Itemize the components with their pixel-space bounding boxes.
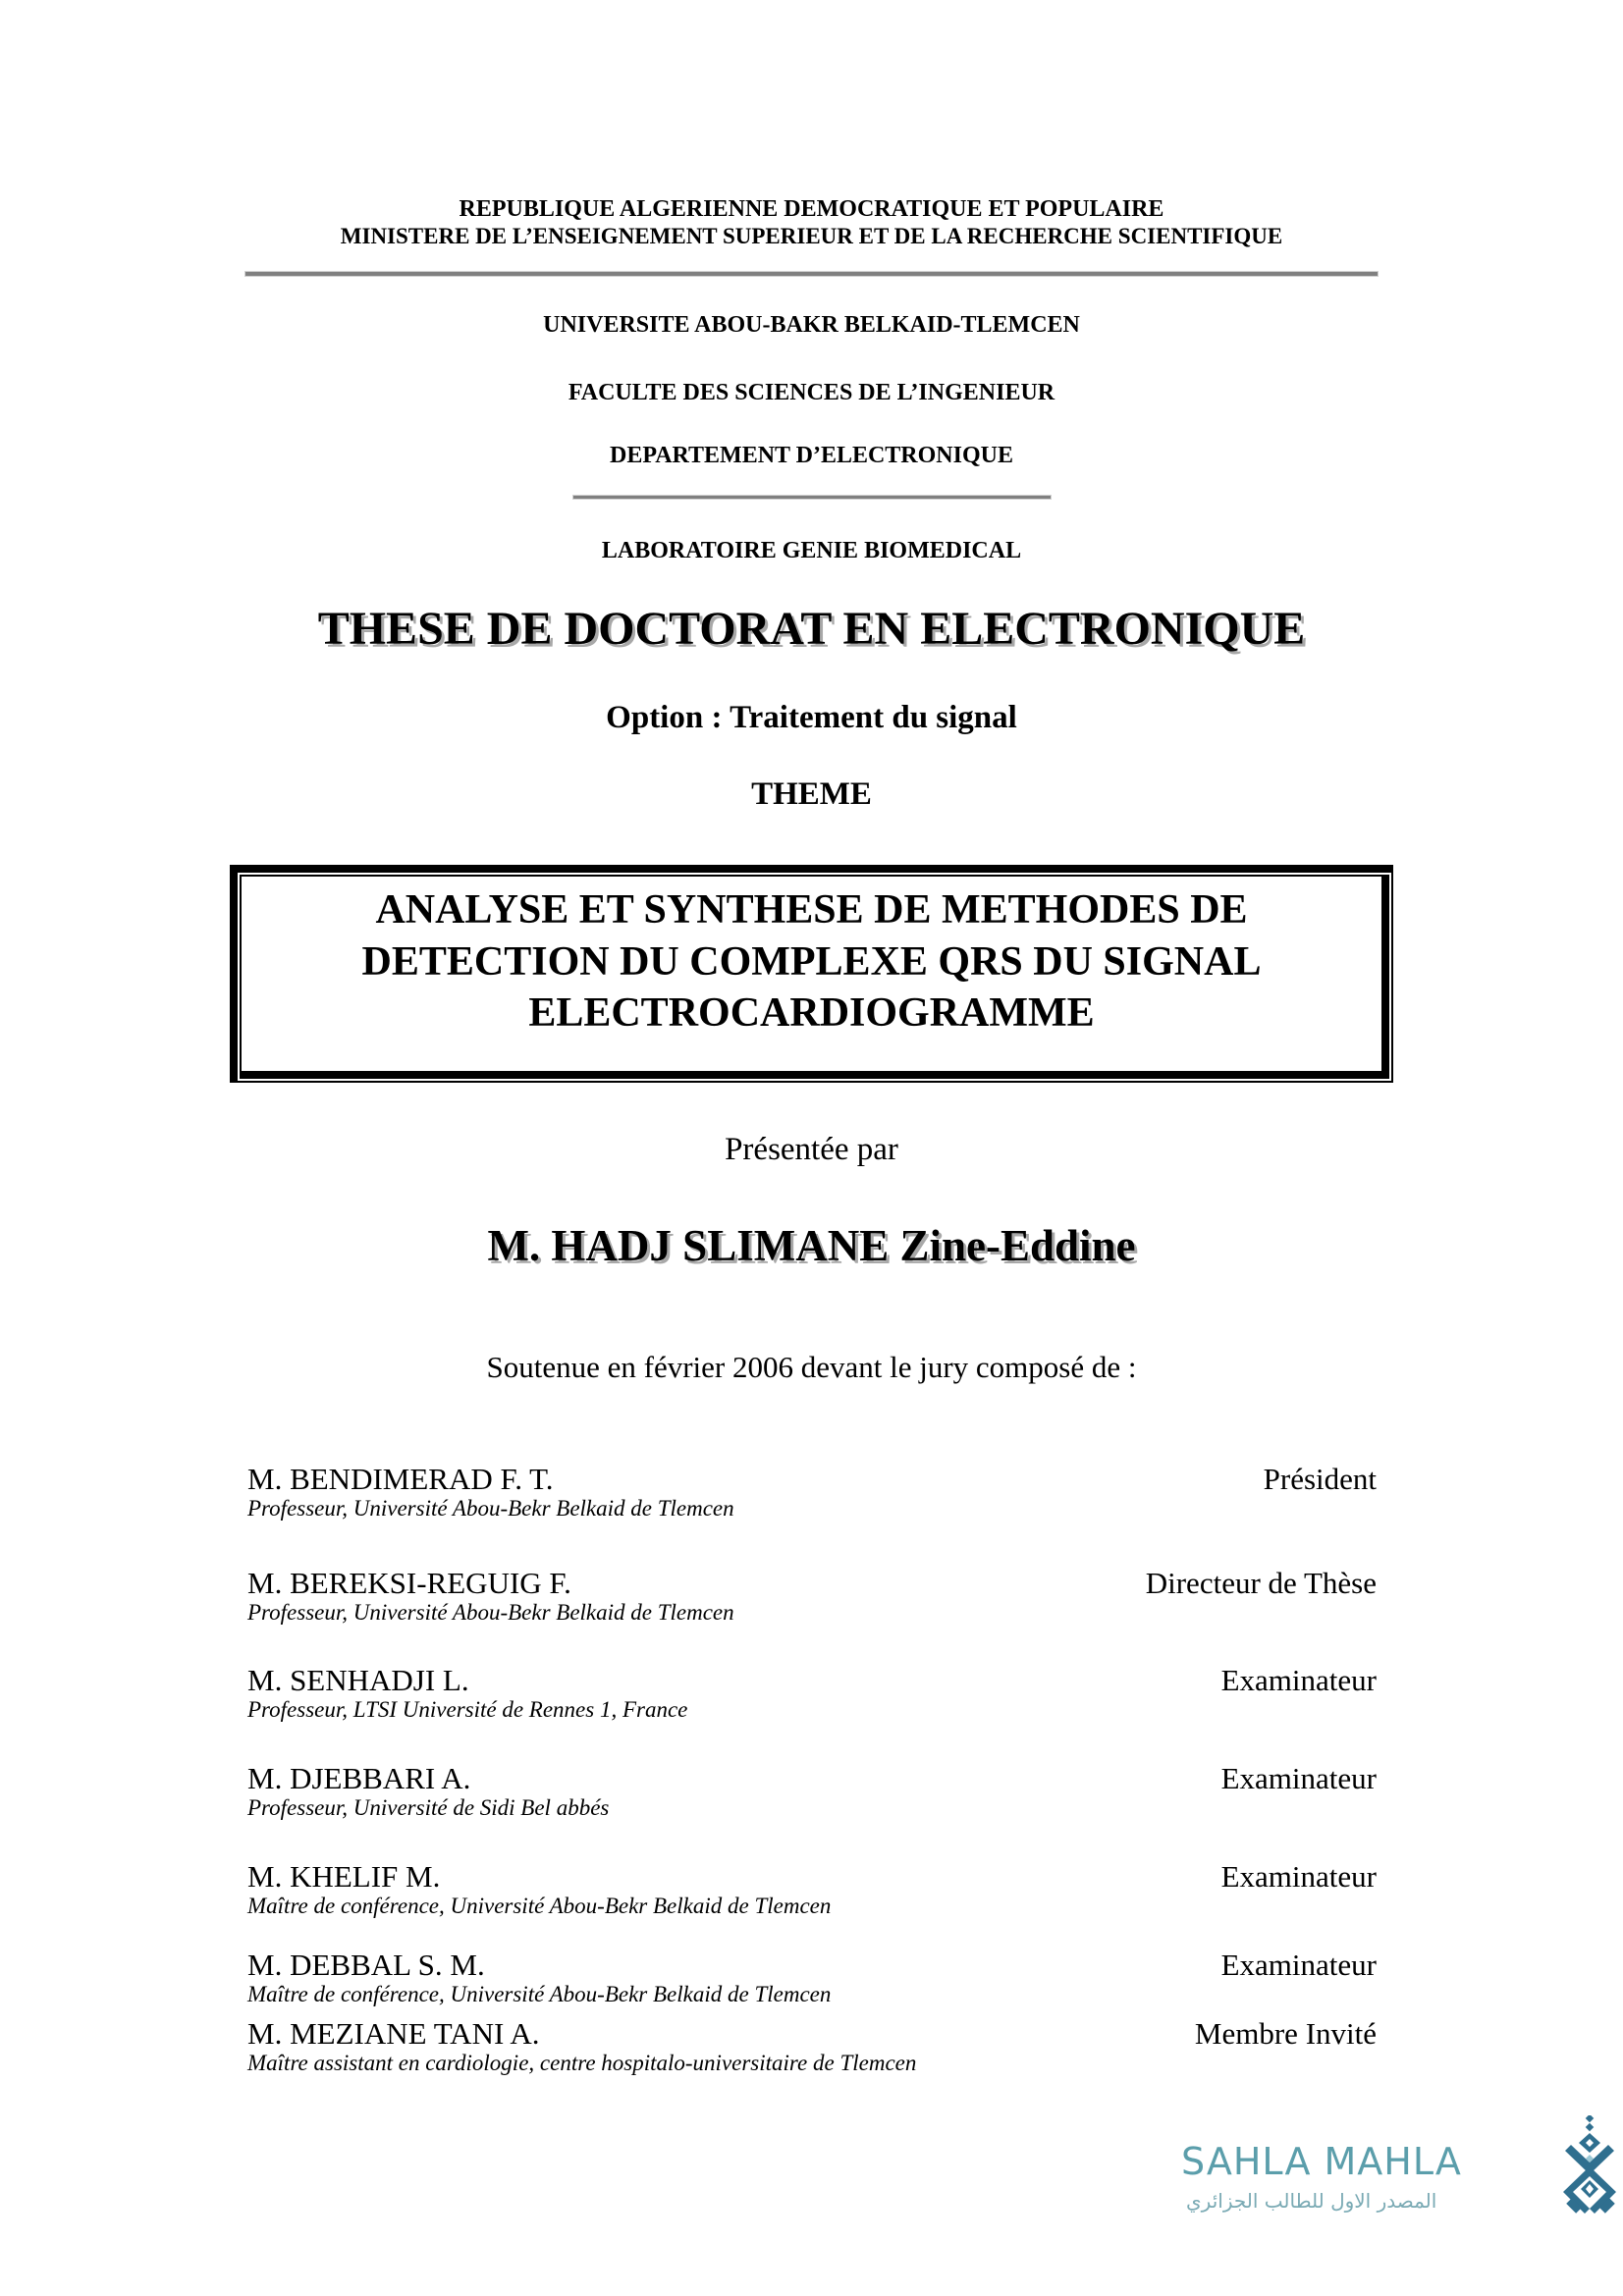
faculty-heading: FACULTE DES SCIENCES DE L’INGENIEUR: [568, 380, 1055, 405]
jury-affiliation: Maître de conférence, Université Abou-Bekr Belkaid de Tlemcen: [247, 1894, 832, 1918]
jury-affiliation: Professeur, Université Abou-Bekr Belkaid de Tlemcen: [247, 1600, 734, 1625]
presented-by-label: Présentée par: [725, 1132, 898, 1167]
jury-affiliation: Professeur, LTSI Université de Rennes 1, France: [247, 1697, 688, 1722]
theme-line: DETECTION DU COMPLEXE QRS DU SIGNAL: [361, 939, 1262, 985]
jury-name: M. SENHADJI L.: [247, 1663, 469, 1697]
jury-name: M. KHELIF M.: [247, 1859, 441, 1894]
ministry-heading: MINISTERE DE L’ENSEIGNEMENT SUPERIEUR ET DE LA RECHERCHE SCIENTIFIQUE: [340, 224, 1283, 248]
jury-member: [247, 1948, 1377, 2016]
jury-name: M. BENDIMERAD F. T.: [247, 1462, 554, 1496]
thesis-option: Option : Traitement du signal: [606, 700, 1017, 735]
jury-member: [247, 1566, 1377, 1634]
theme-box-inner-border: [240, 875, 1389, 1079]
jury-role: Directeur de Thèse: [1145, 1566, 1377, 1600]
jury-role: Examinateur: [1220, 1948, 1377, 1982]
jury-role: Président: [1263, 1462, 1377, 1496]
theme-line: ELECTROCARDIOGRAMME: [528, 990, 1095, 1036]
republic-heading: REPUBLIQUE ALGERIENNE DEMOCRATIQUE ET POPULAIRE: [459, 196, 1164, 222]
department-heading: DEPARTEMENT D’ELECTRONIQUE: [610, 443, 1013, 468]
header-divider: [245, 272, 1378, 276]
defense-statement: Soutenue en février 2006 devant le jury composé de :: [486, 1350, 1137, 1384]
jury-member: [247, 1859, 1377, 1928]
university-heading: UNIVERSITE ABOU-BAKR BELKAID-TLEMCEN: [543, 312, 1080, 338]
theme-label: THEME: [751, 776, 872, 812]
thesis-title: THESE DE DOCTORAT EN ELECTRONIQUE: [317, 603, 1306, 655]
jury-affiliation: Maître assistant en cardiologie, centre hospitalo-universitaire de Tlemcen: [247, 2051, 917, 2075]
jury-member: [247, 1761, 1377, 1830]
author-name: M. HADJ SLIMANE Zine-Eddine: [487, 1221, 1136, 1270]
jury-affiliation: Maître de conférence, Université Abou-Bekr Belkaid de Tlemcen: [247, 1982, 832, 2006]
sahla-mahla-watermark: [1178, 2110, 1623, 2228]
sahla-mahla-emblem-icon: [1561, 2115, 1620, 2223]
laboratory-heading: LABORATOIRE GENIE BIOMEDICAL: [601, 538, 1022, 563]
jury-role: Examinateur: [1220, 1761, 1377, 1795]
jury-name: M. MEZIANE TANI A.: [247, 2016, 540, 2051]
watermark-tagline: المصدر الاول للطالب الجزائري: [1186, 2189, 1437, 2213]
jury-role: Examinateur: [1220, 1859, 1377, 1894]
jury-name: M. DEBBAL S. M.: [247, 1948, 485, 1982]
theme-box: [230, 865, 1393, 1083]
jury-member: [247, 2016, 1377, 2085]
jury-affiliation: Professeur, Université de Sidi Bel abbés: [247, 1795, 610, 1820]
theme-line: ANALYSE ET SYNTHESE DE METHODES DE: [375, 887, 1248, 933]
department-divider: [573, 496, 1051, 499]
jury-role: Examinateur: [1220, 1663, 1377, 1697]
jury-role: Membre Invité: [1194, 2016, 1377, 2051]
jury-affiliation: Professeur, Université Abou-Bekr Belkaid de Tlemcen: [247, 1496, 734, 1521]
jury-member: [247, 1462, 1377, 1530]
jury-name: M. BEREKSI-REGUIG F.: [247, 1566, 571, 1600]
jury-name: M. DJEBBARI A.: [247, 1761, 471, 1795]
jury-member: [247, 1663, 1377, 1732]
watermark-name: SAHLA MAHLA: [1181, 2140, 1462, 2183]
